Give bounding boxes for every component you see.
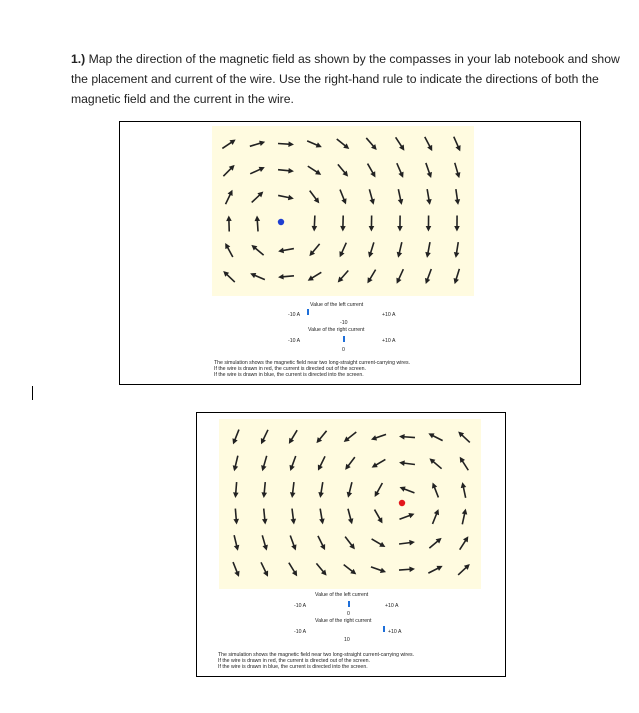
compass-arrow [375,483,383,497]
compass-arrow [308,166,321,175]
compass-arrow [455,189,461,205]
compass-arrow [226,190,233,204]
compass-arrow [278,168,294,174]
compass-arrow [234,535,239,551]
right-current-max: +10 A [388,629,402,635]
compass-arrow [233,482,239,498]
right-current-label: Value of the right current [315,618,372,624]
compass-arrow [396,137,405,150]
compass-arrow [397,163,404,178]
sim-description-2: If the wire is drawn in red, the current is directed out of the screen. [218,658,370,664]
compass-arrow [251,245,263,255]
compass-arrow [372,539,386,547]
compass-arrow [432,483,438,498]
compass-arrow [291,509,297,525]
compass-arrow [290,456,296,471]
compass-arrow [396,269,403,284]
question-number: 1.) [71,52,86,66]
wire-marker [278,219,284,225]
compass-arrow [261,430,268,444]
compass-arrow [316,431,326,443]
right-current-label: Value of the right current [308,327,365,333]
compass-arrow [367,270,375,284]
field-map-1 [212,126,474,296]
compass-arrow [371,434,386,440]
compass-arrow [278,274,294,280]
compass-arrow [278,195,294,200]
compass-arrow [250,141,265,147]
sim-description-3: If the wire is drawn in blue, the current is directed into the screen. [214,372,364,378]
compass-arrow [426,216,432,232]
compass-arrow [347,482,352,498]
compass-arrow [399,434,415,440]
text-cursor [32,386,33,400]
compass-arrow [369,189,374,204]
compass-arrow [262,509,268,525]
compass-arrow [345,537,355,550]
compass-arrow [425,242,431,258]
compass-arrow [426,189,432,205]
compass-grid-2 [219,419,481,589]
compass-arrow [250,273,265,280]
compass-arrow [344,432,357,442]
compass-arrow [289,430,297,444]
compass-arrow [462,509,467,525]
right-current-min: -10 A [294,629,307,635]
right-current-max: +10 A [382,338,396,344]
compass-arrow [337,139,350,149]
compass-arrow [372,459,386,467]
sim-description-1: The simulation shows the magnetic field near two long-straight current-carrying wires. [214,360,411,366]
compass-arrow [429,458,441,468]
left-current-label: Value of the left current [315,592,369,598]
left-current-value: -10 [340,320,348,326]
compass-arrow [233,562,240,577]
compass-arrow [400,486,415,492]
compass-arrow [223,165,234,176]
compass-arrow [428,433,442,440]
right-current-value: 0 [342,347,345,353]
compass-arrow [426,163,432,178]
compass-arrow [428,566,442,573]
compass-arrow [398,189,403,205]
compass-arrow [455,163,461,178]
compass-arrow [225,243,233,257]
compass-arrow [397,242,402,258]
compass-arrow [340,190,347,205]
compass-arrow [399,567,415,573]
compass-arrow [340,216,346,232]
compass-arrow [307,141,322,148]
compass-arrow [233,456,238,472]
compass-arrow [222,140,235,149]
compass-arrow [425,137,432,151]
simulation-panel-2 [196,412,506,677]
compass-arrow [278,141,294,147]
compass-arrow [316,563,326,575]
compass-arrow [252,192,264,203]
compass-arrow [310,191,320,204]
compass-arrow [458,432,470,443]
left-current-min: -10 A [294,603,307,609]
question-body: Map the direction of the magnetic field as shown by the compasses in your lab notebook and show the placement and current of the wire. Use the right-hand rule to indicate the directions of both the magnetic field and the current in the wire. [71,52,620,106]
compass-arrow [233,509,239,525]
compass-arrow [369,216,375,232]
left-current-slider[interactable] [348,601,350,607]
compass-arrow [460,457,469,470]
left-current-min: -10 A [288,312,301,318]
left-current-label: Value of the left current [310,302,364,308]
compass-arrow [308,272,322,280]
compass-arrow [399,540,415,546]
compass-arrow [460,536,469,549]
compass-arrow [318,456,325,470]
compass-arrow [339,243,346,258]
compass-arrow [429,538,441,548]
compass-arrow [458,564,470,575]
sim-description-1: The simulation shows the magnetic field near two long-straight current-carrying wires. [218,652,415,658]
question-text [71,49,621,109]
right-current-value: 10 [344,637,350,643]
compass-arrow [344,565,357,575]
compass-arrow [368,164,376,178]
compass-arrow [425,269,431,284]
compass-arrow [366,138,376,150]
compass-arrow [290,482,296,498]
compass-arrow [371,567,386,573]
compass-arrow [454,137,461,152]
compass-arrow [312,216,318,232]
sim-description-2: If the wire is drawn in red, the current is directed out of the screen. [214,366,366,372]
compass-arrow [289,563,297,577]
left-current-value: 0 [347,611,350,617]
right-current-min: -10 A [288,338,301,344]
compass-arrow [319,509,325,525]
compass-arrow [255,216,261,232]
compass-arrow [226,216,232,232]
compass-arrow [223,271,235,282]
compass-arrow [232,430,238,445]
right-current-slider[interactable] [383,626,385,632]
left-current-max: +10 A [385,603,399,609]
compass-arrow [290,535,296,550]
compass-arrow [278,248,294,254]
sim-description-3: If the wire is drawn in blue, the current is directed into the screen. [218,664,368,670]
compass-arrow [433,509,440,524]
compass-arrow [375,510,383,524]
right-current-slider[interactable] [343,336,345,342]
wire-marker [399,500,405,506]
field-map-2 [219,419,481,589]
compass-arrow [454,242,460,258]
compass-arrow [461,482,466,498]
left-current-slider[interactable] [307,309,309,315]
compass-arrow [262,535,268,550]
compass-arrow [454,269,460,284]
compass-arrow [397,216,403,232]
compass-arrow [338,270,349,282]
compass-arrow [399,460,415,466]
compass-arrow [309,244,319,256]
compass-arrow [348,509,353,524]
compass-arrow [454,216,460,232]
compass-arrow [399,513,414,519]
simulation-panel-1 [119,121,581,385]
compass-arrow [338,164,348,176]
compass-arrow [261,562,268,576]
compass-arrow [261,482,267,498]
compass-arrow [318,536,325,550]
left-current-max: +10 A [382,312,396,318]
compass-arrow [345,457,355,470]
compass-arrow [368,242,374,257]
compass-arrow [318,482,324,498]
compass-arrow [261,456,267,471]
compass-grid-1 [212,126,474,296]
compass-arrow [250,167,265,174]
